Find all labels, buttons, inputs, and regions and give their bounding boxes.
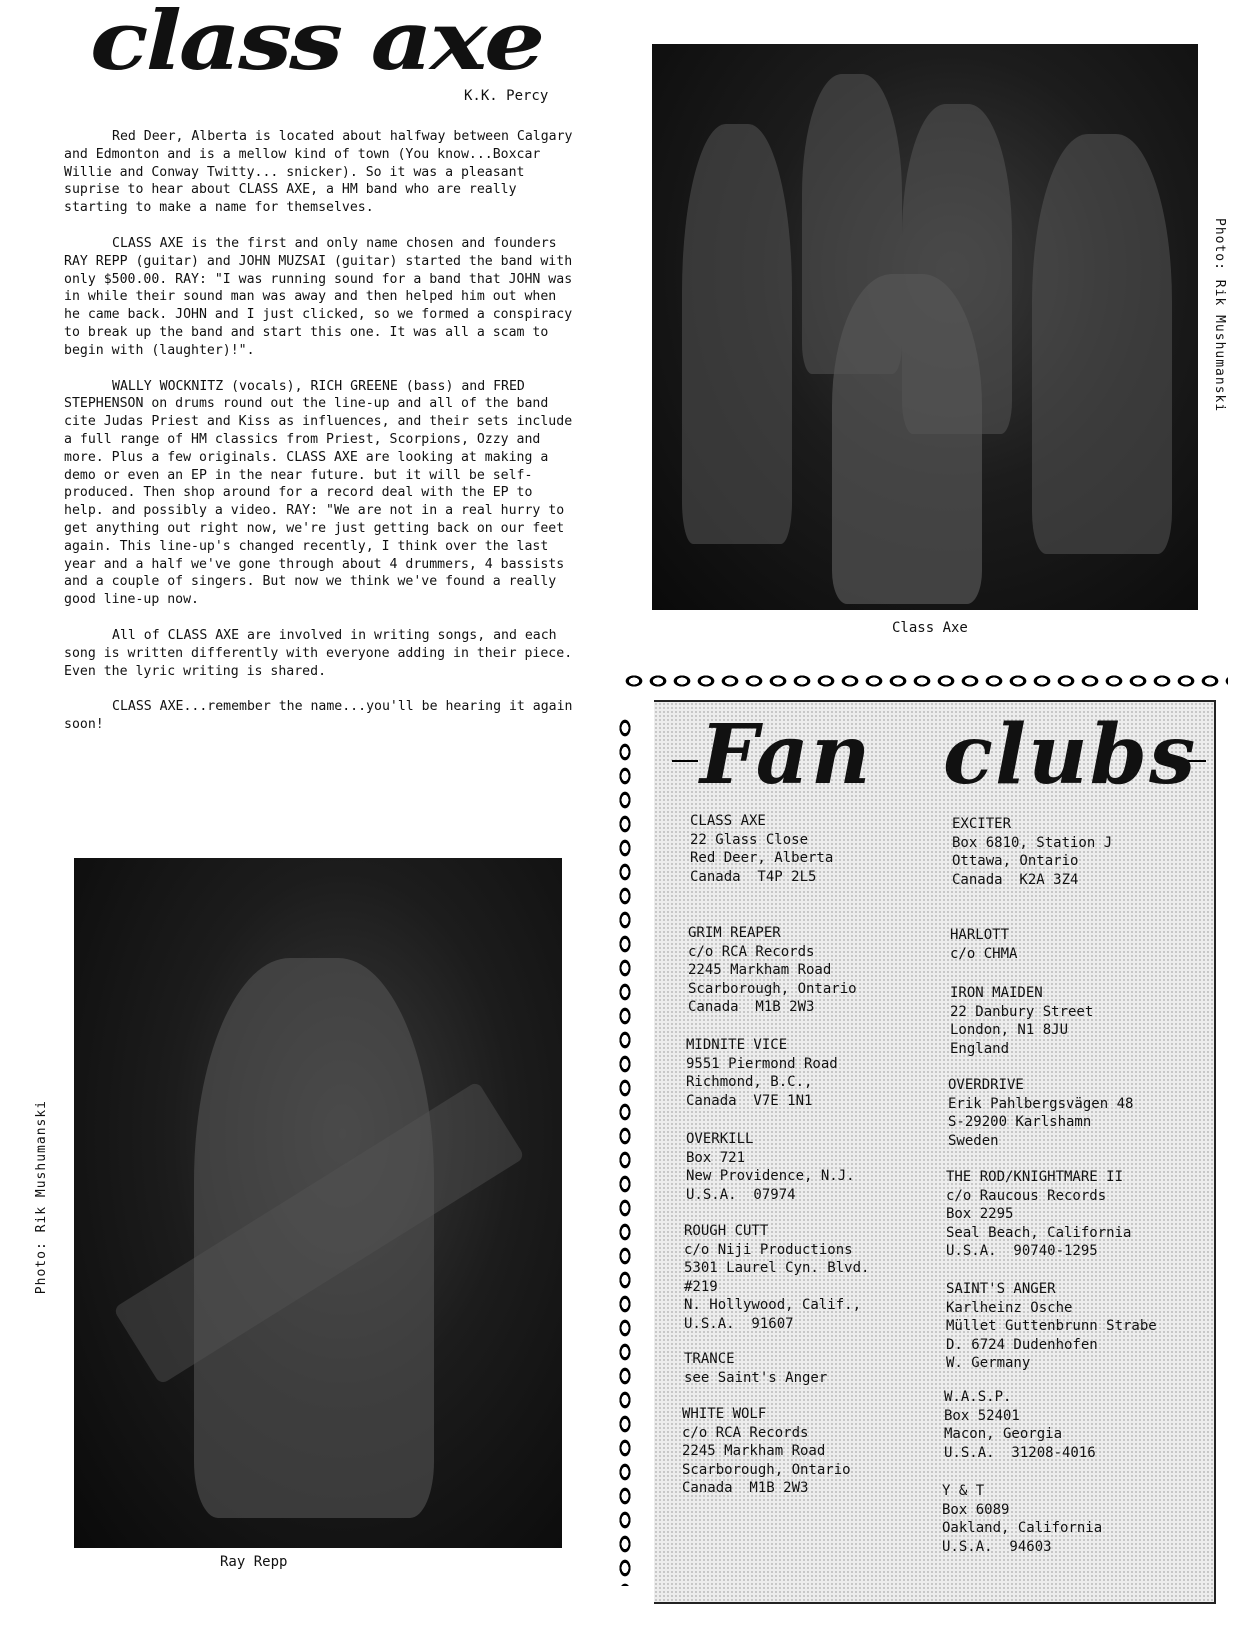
fan-club-entry: Y & T Box 6089 Oakland, California U.S.A. 94603 bbox=[942, 1483, 1103, 1555]
fan-club-entry: WHITE WOLF c/o RCA Records 2245 Markham Road Scarborough, Ontario Canada M1B 2W3 bbox=[682, 1406, 851, 1496]
chain-divider-vertical bbox=[614, 716, 636, 1586]
fan-club-entry: TRANCE see Saint's Anger bbox=[684, 1351, 828, 1386]
fan-club-entry: OVERDRIVE Erik Pahlbergsvägen 48 S-29200 Karlshamn Sweden bbox=[948, 1077, 1134, 1149]
fan-club-entry: ROUGH CUTT c/o Niji Productions 5301 Laurel Cyn. Blvd. #219 N. Hollywood, Calif., U.S.A. 91607 bbox=[684, 1223, 870, 1332]
fan-club-entry: W.A.S.P. Box 52401 Macon, Georgia U.S.A. 31208-4016 bbox=[944, 1389, 1096, 1461]
article-paragraph: CLASS AXE is the first and only name chosen and founders RAY REPP (guitar) and JOHN MUZSAI (guitar) started the band with only $500.00. RAY: "I was running sound for a band that JOHN was in while their sound man was away and then helped him out when he came back. JOHN and I just clicked, so we formed a conspiracy to break up the band and start this one. It was all a scam to begin with (laughter)!". bbox=[64, 235, 573, 358]
guitarist-photo-caption: Ray Repp bbox=[220, 1554, 288, 1570]
article-paragraph: WALLY WOCKNITZ (vocals), RICH GREENE (bass) and FRED STEPHENSON on drums round out the line-up and all of the band cite Judas Priest and Kiss as influences, and their sets include a full range of HM classics from Priest, Scorpions, Ozzy and more. Plus a few originals. CLASS AXE are looking at making a demo or even an EP in the near future. but it will be self-produced. Then shop around for a record deal with the EP to help. and possibly a video. RAY: "We are not in a real hurry to get anything out right now, we're just getting back on our feet again. This line-up's changed recently, I think over the last year and a half we've gone through about 4 drummers, 4 bassists and a couple of singers. But now we think we've found a really good line-up now. bbox=[64, 378, 573, 608]
fan-club-entry: IRON MAIDEN 22 Danbury Street London, N1 8JU England bbox=[950, 985, 1094, 1057]
band-photo-credit: Photo: Rik Mushumanski bbox=[1212, 218, 1227, 413]
guitarist-photo-credit: Photo: Rik Mushumanski bbox=[34, 1100, 49, 1295]
fan-club-entry: THE ROD/KNIGHTMARE II c/o Raucous Records Box 2295 Seal Beach, California U.S.A. 90740-1295 bbox=[946, 1169, 1132, 1259]
guitarist-photo bbox=[74, 858, 562, 1548]
band-photo bbox=[652, 44, 1198, 610]
fan-club-entry: MIDNITE VICE 9551 Piermond Road Richmond, B.C., Canada V7E 1N1 bbox=[686, 1037, 838, 1109]
fan-clubs-title: Fan clubs bbox=[700, 707, 1198, 803]
chain-divider bbox=[622, 670, 1228, 692]
article-byline: K.K. Percy bbox=[464, 88, 549, 104]
article-paragraph: CLASS AXE...remember the name...you'll be hearing it again soon! bbox=[64, 699, 573, 733]
fan-club-entry: CLASS AXE 22 Glass Close Red Deer, Alberta Canada T4P 2L5 bbox=[690, 813, 834, 885]
fan-title-rule-left bbox=[672, 760, 698, 762]
article-body bbox=[64, 128, 574, 752]
article-title: class axe bbox=[90, 0, 543, 89]
article-paragraph: All of CLASS AXE are involved in writing songs, and each song is written differently with everyone adding in their piece. Even the lyric writing is shared. bbox=[64, 627, 573, 679]
fan-club-entry: GRIM REAPER c/o RCA Records 2245 Markham Road Scarborough, Ontario Canada M1B 2W3 bbox=[688, 925, 857, 1015]
fan-club-entry: SAINT'S ANGER Karlheinz Osche Müllet Guttenbrunn Strabe D. 6724 Dudenhofen W. Germany bbox=[946, 1281, 1157, 1371]
fan-club-entry: HARLOTT c/o CHMA bbox=[950, 927, 1018, 962]
fan-club-entry: EXCITER Box 6810, Station J Ottawa, Ontario Canada K2A 3Z4 bbox=[952, 816, 1113, 888]
fan-club-entry: OVERKILL Box 721 New Providence, N.J. U.S.A. 07974 bbox=[686, 1131, 855, 1203]
band-photo-caption: Class Axe bbox=[892, 620, 968, 636]
article-paragraph: Red Deer, Alberta is located about halfway between Calgary and Edmonton and is a mellow kind of town (You know...Boxcar Willie and Conway Twitty... snicker). So it was a pleasant suprise to hear about CLASS AXE, a HM band who are really starting to make a name for themselves. bbox=[64, 129, 573, 216]
